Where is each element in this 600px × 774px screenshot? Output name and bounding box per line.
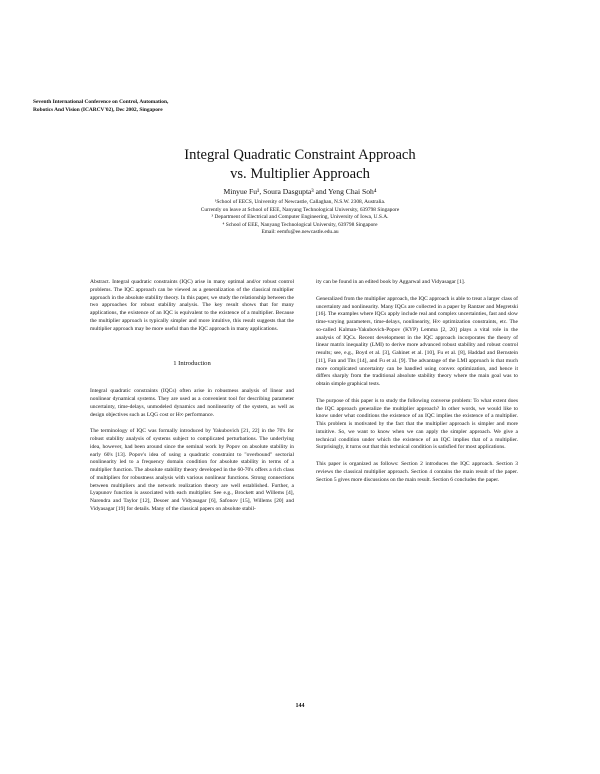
affiliation-line: Currently on leave at School of EEE, Nanyang Technological University, 639798 Singapore [200,206,400,213]
title-line-1: Integral Quadratic Constraint Approach [184,147,416,163]
paper-title [0,146,600,184]
section-heading-introduction: 1 Introduction [173,360,211,368]
body-paragraph: Generalized from the multiplier approach, the IQC approach is able to treat a larger class of uncertainty and nonlinearity. Many IQCs are collected in a paper by Rantzer and Megretski [16]. The examples where IQCs apply include real and complex uncertainties, fast and slow time-varying parameters, time-delays, nonlinearity, H∞ optimization constraints, etc. The so-called Kalman-Yakubovich-Popov (KYP) Lemma [2, 20] plays a vital role in the analysis of IQCs. Recent development in the IQC approach incorporates the theory of linear matrix inequality (LMI) to derive more advanced robust stability and robust control results; see, e.g., Boyd et al. [3], Gahinet et al. [10], Fu et al. [8], Haddad and Bernstein [11], Fan and Tits [14], and Fu et al. [9]. The advantage of the LMI approach is that much more complicated uncertainty can be handled using convex optimization, and hence it differs sharply from the traditional absolute stability theory where the main goal was to obtain simple graphical tests. [316,295,518,387]
affiliations [0,199,600,237]
body-paragraph: The purpose of this paper is to study the following converse problem: To what extent does the IQC approach generalize the multiplier approach? In other words, we would like to know under what conditions the existence of an IQC implies the existence of a multiplier. This problem is motivated by the fact that the multiplier approach is simpler and more intuitive. So, we want to know when we can apply the simpler approach. We give a technical condition under which the existence of an IQC implies that of a multiplier. Surprisingly, it turns out that this technical condition is satisfied for most applications. [316,397,518,451]
conference-line: Robotics And Vision (ICARCV'02), Dec 2002, Singapore [33,106,163,113]
intro-paragraph: The terminology of IQC was formally introduced by Yakubovich [21, 22] in the 70's for robust stability analysis of systems subject to complicated perturbations. The underlying idea, however, had been around since the seminal work by Popov on absolute stability in early 60's [13]. Popov's idea of using a quadratic constraint to "overbound" sectorial nonlinearity led to a frequency domain condition for absolute stability in terms of a multiplier function. The absolute stability theory developed in the 60-70's offers a rich class of multipliers for robustness analysis with various nonlinear functions. Strong connections between multipliers and the network realization theory are well established. Further, a Lyapunov function is associated with each multiplier. See e.g., Brockett and Willems [4], Narendra and Taylor [12], Desoer and Vidyasagar [6], Safonov [15], Willems [20] and Vidyasagar [19] for details. Many of the classical papers on absolute stabil- [90,428,294,512]
title-line-2: vs. Multiplier Approach [230,166,370,182]
abstract-label: Abstract. [90,279,111,285]
intro-paragraph: Integral quadratic constraints (IQCs) often arise in robustness analysis of linear and nonlinear dynamical systems. They are used as a convenient tool for describing parameter uncertainty, time-delays, unmodeled dynamics and nonlinearity of the system, as well as design objectives such as LQG cost or H∞ performance. [90,388,294,418]
affiliation-line: ³ Department of Electrical and Computer Engineering, University of Iowa, U.S.A. [211,214,389,221]
affiliation-line: ¹School of EECS, University of Newcastle, Callaghan, N.S.W. 2308, Australia. [214,199,386,205]
body-paragraph: ity can be found in an edited book by Aggarwal and Vidyasagar [1]. [316,279,466,285]
author-email: Email: eemfu@ee.newcastle.edu.au [261,229,339,236]
affiliation-line: ⁴ School of EEE, Nanyang Technological University, 639798 Singapore [222,221,378,228]
conference-header [33,99,293,114]
left-column [90,279,294,514]
conference-line: Seventh International Conference on Control, Automation, [33,99,169,105]
body-paragraph: This paper is organized as follows: Section 2 introduces the IQC approach. Section 3 reviews the classical multiplier approach. Section 4 contains the main result of the paper. Section 5 gives more discussions on the main result. Section 6 concludes the paper. [316,461,518,483]
author-list: Minyue Fu¹, Soura Dasgupta³ and Yeng Chai Soh⁴ [223,187,377,196]
abstract-text: Integral quadratic constraints (IQC) arise in many optimal and/or robust control problems. The IQC approach can be viewed as a generalization of the classical multiplier approach in the absolute stability theory. In this paper, we study the relationship between the two approaches for robust stability analysis. The key result shows that for many applications, the existence of an IQC is equivalent to the existence of a multiplier. Because the multiplier approach is typically simpler and more intuitive, this result suggests that the multiplier approach may be more useful than the IQC approach in many applications. [90,279,295,332]
right-column [316,279,518,484]
abstract [90,279,294,333]
page-number: 144 [295,703,305,709]
